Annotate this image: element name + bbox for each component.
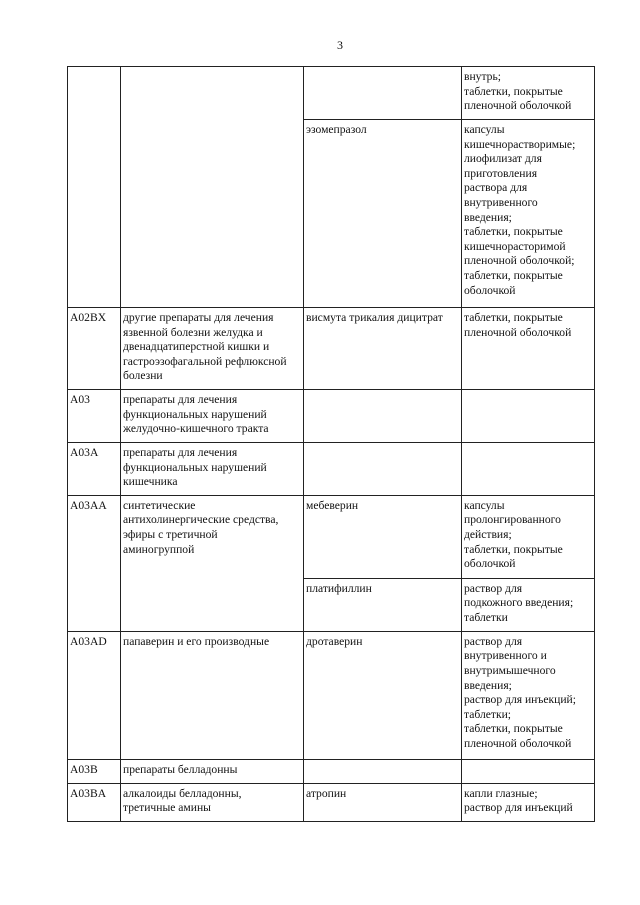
inn-cell: платифиллин xyxy=(304,578,462,631)
dosage-form-cell: капсулы кишечнорастворимые; лиофилизат для приготовления раствора для внутривенного введения; таблетки, покрытые кишечнорасторимой пленочной оболочкой; таблетки, покрытые оболочкой xyxy=(462,120,595,308)
table-row xyxy=(68,759,595,783)
inn-cell xyxy=(304,443,462,496)
atc-group-cell: алкалоиды белладонны, третичные амины xyxy=(121,783,304,821)
inn-cell: мебеверин xyxy=(304,495,462,578)
dosage-form-cell xyxy=(462,759,595,783)
table-row xyxy=(68,631,595,759)
table-row xyxy=(68,495,595,578)
inn-cell xyxy=(304,759,462,783)
dosage-form-cell: таблетки, покрытые пленочной оболочкой xyxy=(462,308,595,390)
atc-group-cell: другие препараты для лечения язвенной болезни желудка и двенадцатиперстной кишки и гастроэзофагальной рефлюксной болезни xyxy=(121,308,304,390)
table-row xyxy=(68,443,595,496)
atc-code-cell: A03A xyxy=(68,443,121,496)
atc-code-cell xyxy=(68,67,121,308)
inn-cell xyxy=(304,67,462,120)
atc-group-cell: препараты для лечения функциональных нарушений кишечника xyxy=(121,443,304,496)
table-row xyxy=(68,67,595,120)
atc-group-cell: синтетические антихолинергические средства, эфиры с третичной аминогруппой xyxy=(121,495,304,631)
atc-code-cell: A03AA xyxy=(68,495,121,631)
page-number: 3 xyxy=(337,38,343,52)
atc-code-cell: A03AD xyxy=(68,631,121,759)
atc-code-cell: A02BX xyxy=(68,308,121,390)
inn-cell xyxy=(304,390,462,443)
drug-table xyxy=(67,66,595,822)
atc-code-cell: A03B xyxy=(68,759,121,783)
dosage-form-cell xyxy=(462,443,595,496)
table-row xyxy=(68,390,595,443)
table-row xyxy=(68,783,595,821)
atc-group-cell: препараты белладонны xyxy=(121,759,304,783)
inn-cell: дротаверин xyxy=(304,631,462,759)
atc-code-cell: A03 xyxy=(68,390,121,443)
dosage-form-cell: раствор для подкожного введения; таблетки xyxy=(462,578,595,631)
atc-code-cell: A03BA xyxy=(68,783,121,821)
dosage-form-cell: внутрь; таблетки, покрытые пленочной оболочкой xyxy=(462,67,595,120)
atc-group-cell: препараты для лечения функциональных нарушений желудочно-кишечного тракта xyxy=(121,390,304,443)
inn-cell: висмута трикалия дицитрат xyxy=(304,308,462,390)
inn-cell: эзомепразол xyxy=(304,120,462,308)
dosage-form-cell xyxy=(462,390,595,443)
atc-group-cell xyxy=(121,67,304,308)
dosage-form-cell: раствор для внутривенного и внутримышечного введения; раствор для инъекций; таблетки; таблетки, покрытые пленочной оболочкой xyxy=(462,631,595,759)
dosage-form-cell: капсулы пролонгированного действия; таблетки, покрытые оболочкой xyxy=(462,495,595,578)
inn-cell: атропин xyxy=(304,783,462,821)
atc-group-cell: папаверин и его производные xyxy=(121,631,304,759)
dosage-form-cell: капли глазные; раствор для инъекций xyxy=(462,783,595,821)
table-row xyxy=(68,308,595,390)
